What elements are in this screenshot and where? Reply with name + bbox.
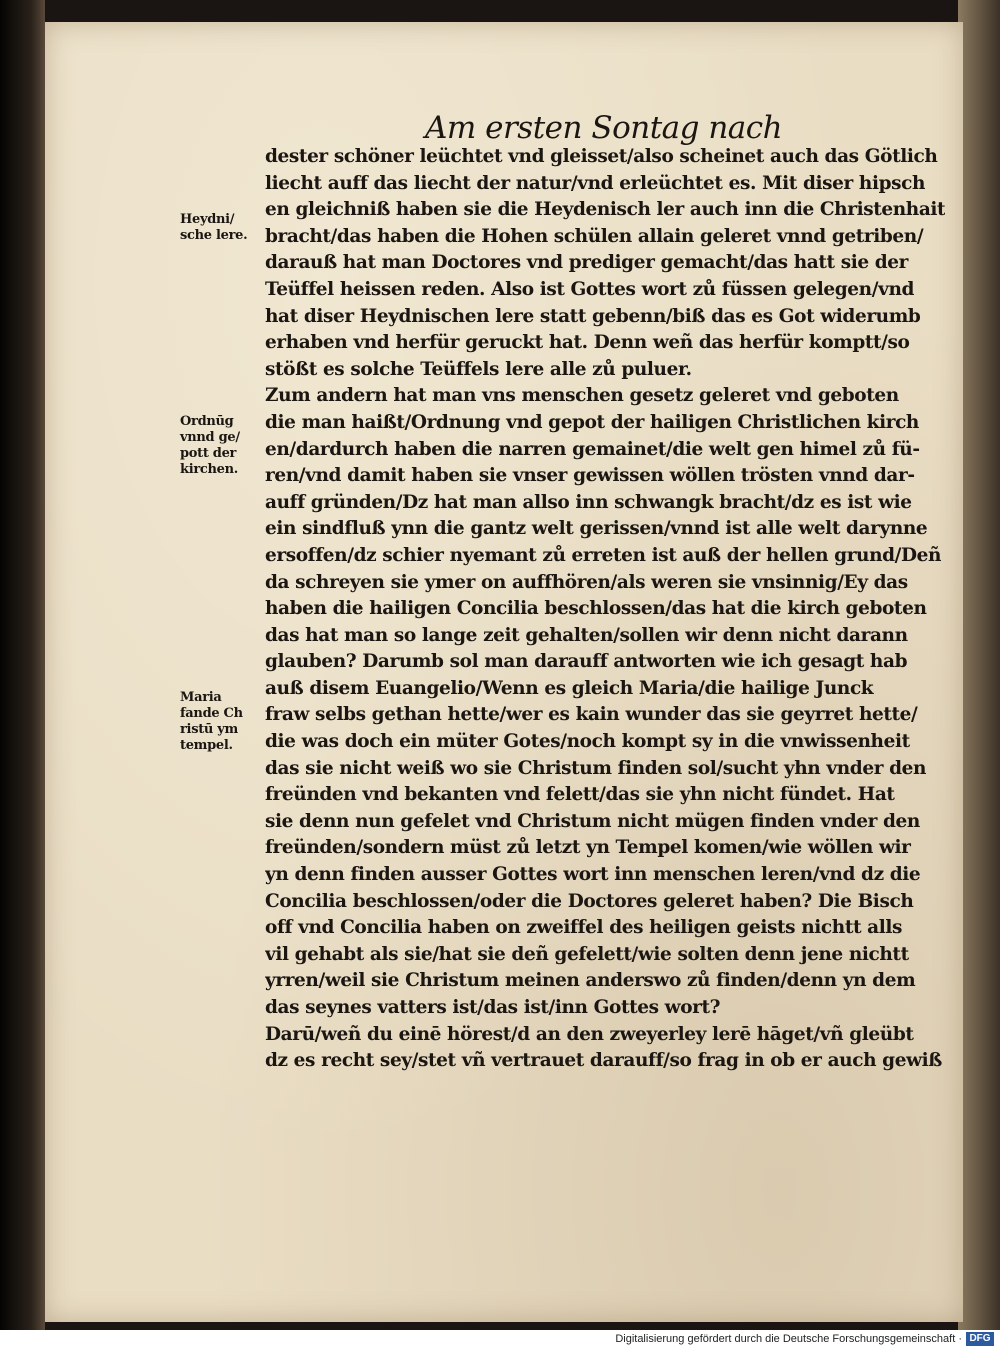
margin-note-line: fande Ch (180, 706, 243, 721)
running-head: Am ersten Sontag nach (425, 110, 783, 146)
text-line: en gleichniß haben sie die Heydenisch ler auch inn die Christenhait (265, 199, 945, 221)
text-line: Teüffel heissen reden. Also ist Gottes wort zů füssen gelegen/vnd (265, 278, 915, 300)
text-line: hat diser Heydnischen lere statt gebenn/biß das es Got widerumb (265, 305, 921, 327)
text-line: ein sindfluß ynn die gantz welt gerissen/vnnd ist alle welt darynne (265, 518, 928, 540)
text-line: die was doch ein müter Gotes/noch kompt sy in die vnwissenheit (265, 731, 910, 753)
text-line: das hat man so lange zeit gehalten/sollen wir denn nicht darann (265, 624, 908, 646)
text-line: auß disem Euangelio/Wenn es gleich Maria/die hailige Junck (265, 677, 874, 699)
text-line: sie denn nun gefelet vnd Christum nicht mügen finden vnder den (265, 810, 920, 832)
page-edge (958, 0, 1000, 1330)
margin-note-heydnische-lere (180, 212, 262, 244)
text-line: stößt es solche Teüffels lere alle zů puluer. (265, 358, 692, 380)
margin-note-line: Maria (180, 690, 222, 705)
margin-note-line: kirchen. (180, 462, 239, 477)
dfg-logo: DFG (966, 1332, 994, 1346)
text-line: auff gründen/Dz hat man allso inn schwangk bracht/dz es ist wie (265, 491, 912, 513)
text-line: dz es recht sey/stet vñ vertrauet darauff/so frag in ob er auch gewiß (265, 1050, 942, 1072)
text-line: yrren/weil sie Christum meinen anderswo zů finden/denn yn dem (265, 970, 916, 992)
text-line: liecht auff das liecht der natur/vnd erleüchtet es. Mit diser hipsch (265, 172, 926, 194)
margin-note-line: Ordnūg (180, 414, 234, 429)
footer-credit: Digitalisierung gefördert durch die Deutsche Forschungsgemeinschaft · (615, 1333, 962, 1345)
margin-note-line: sche lere. (180, 228, 248, 243)
text-line: erhaben vnd herfür geruckt hat. Denn weñ das herfür komptt/so (265, 332, 910, 354)
main-text (265, 144, 945, 1075)
margin-note-maria (180, 690, 262, 754)
text-line: die man haißt/Ordnung vnd gepot der hailigen Christlichen kirch (265, 411, 919, 433)
text-line: yn denn finden ausser Gottes wort inn menschen leren/vnd dz die (265, 864, 921, 886)
text-line: glauben? Darumb sol man darauff antworten wie ich gesagt hab (265, 651, 908, 673)
margin-note-line: Heydni/ (180, 212, 235, 227)
book-binding-shadow (0, 0, 45, 1330)
text-line: haben die hailigen Concilia beschlossen/das hat die kirch geboten (265, 598, 927, 620)
text-line: vil gehabt als sie/hat sie deñ gefelett/wie solten denn jene nichtt (265, 943, 909, 965)
text-line: dester schöner leüchtet vnd gleisset/also scheinet auch das Götlich (265, 146, 938, 167)
text-line: bracht/das haben die Hohen schülen allain geleret vnnd getriben/ (265, 225, 924, 247)
footer-bar (0, 1330, 1000, 1349)
text-line: off vnd Concilia haben on zweiffel des heiligen geists nichtt alls (265, 917, 903, 939)
margin-note-line: ristū ym (180, 722, 238, 737)
text-line: da schreyen sie ymer on auffhören/als weren sie vnsinnig/Ey das (265, 571, 908, 593)
text-line: darauß hat man Doctores vnd prediger gemacht/das hatt sie der (265, 252, 909, 274)
text-line: en/dardurch haben die narren gemainet/die welt gen himel zů fü- (265, 438, 920, 460)
text-line: freünden/sondern müst zů letzt yn Tempel komen/wie wöllen wir (265, 837, 911, 859)
text-line: freünden vnd bekanten vnd felett/das sie yhn nicht fündet. Hat (265, 784, 895, 806)
margin-note-line: vnnd ge/ (180, 430, 240, 445)
margin-note-line: pott der (180, 446, 237, 461)
text-line: das seynes vatters ist/das ist/inn Gottes wort? (265, 997, 721, 1018)
text-line: Zum andern hat man vns menschen gesetz geleret vnd geboten (265, 385, 899, 407)
text-line: Darū/weñ du einē hörest/d an den zweyerley lerē hāget/vñ gleübt (265, 1023, 914, 1045)
text-line: das sie nicht weiß wo sie Christum finden sol/sucht yhn vnder den (265, 757, 927, 779)
text-line: Concilia beschlossen/oder die Doctores geleret haben? Die Bisch (265, 890, 914, 912)
text-line: ersoffen/dz schier nyemant zů erreten ist auß der hellen grund/Deñ (265, 544, 942, 566)
text-line: fraw selbs gethan hette/wer es kain wunder das sie geyrret hette/ (265, 704, 918, 726)
margin-note-ordnung (180, 414, 262, 478)
text-line: ren/vnd damit haben sie vnser gewissen wöllen trösten vnnd dar- (265, 465, 915, 487)
margin-note-line: tempel. (180, 738, 233, 753)
